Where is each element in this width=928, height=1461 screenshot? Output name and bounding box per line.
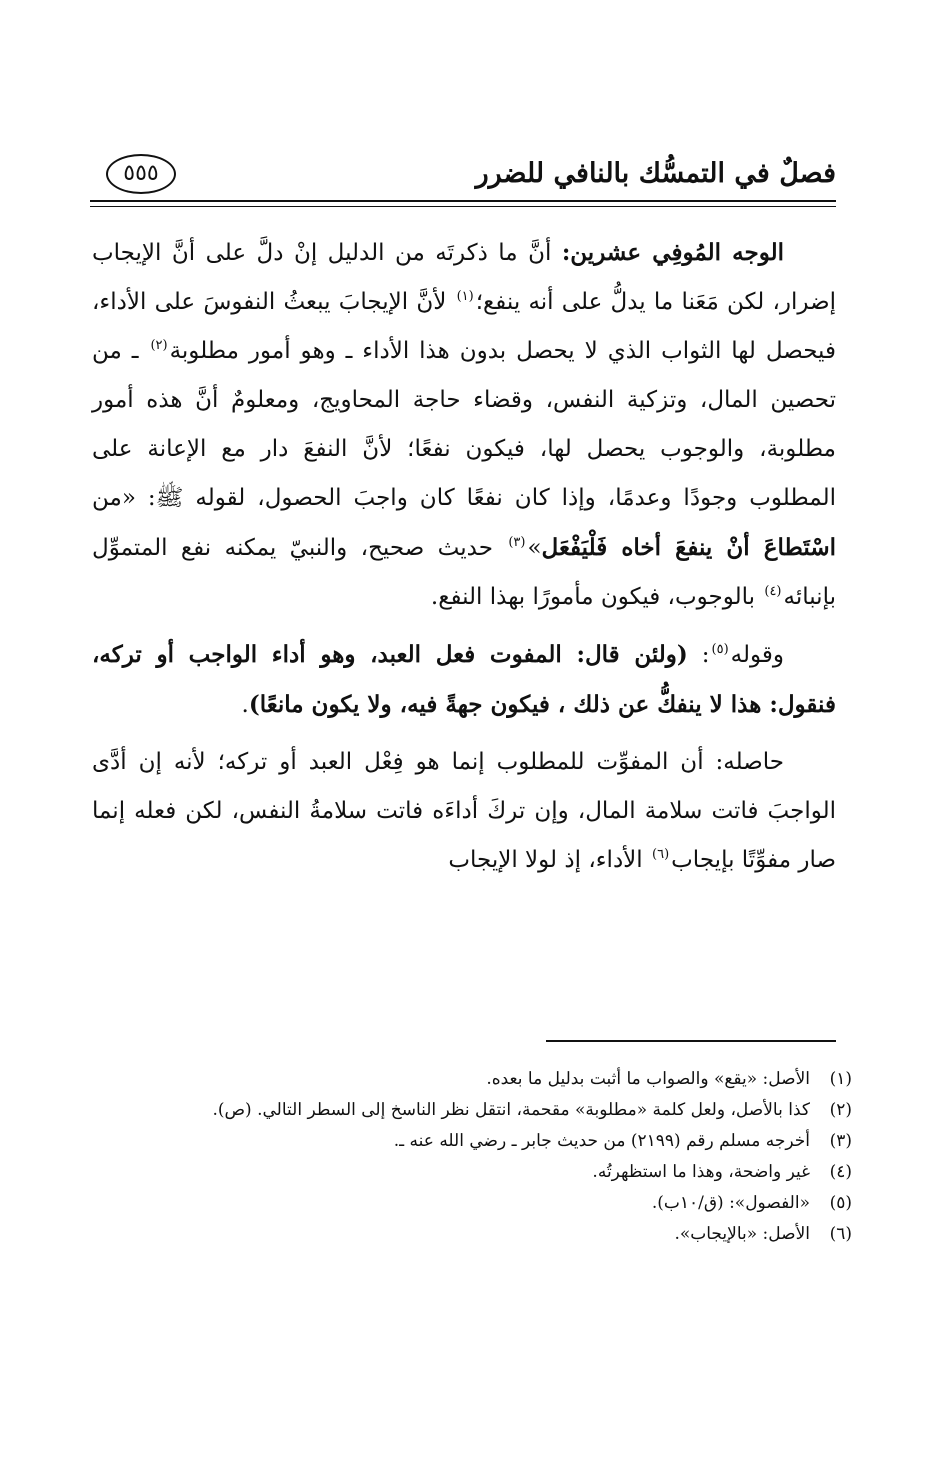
page-number: ٥٥٥: [106, 154, 176, 194]
paragraph: [92, 738, 836, 885]
footnote-number: (٦): [829, 1224, 852, 1244]
footnote-text: غير واضحة، وهذا ما استظهرتُه.: [592, 1162, 810, 1182]
footnote-item: [92, 1188, 852, 1219]
footnotes: [92, 1064, 852, 1250]
bold-text-run: الوجه المُوفِي عشرين:: [561, 239, 785, 266]
footnote-marker: (٦): [652, 847, 670, 863]
footnote-number: (٤): [829, 1162, 852, 1182]
text-run: حديث صحيح، والنبيّ يمكنه نفع المتموِّل بإنبائه: [92, 535, 836, 610]
footnote-text: «الفصول»: (ق/١٠ب).: [651, 1193, 810, 1213]
header-rule-thin: [90, 206, 836, 207]
text-run: .: [241, 692, 249, 718]
footnote-number: (٣): [829, 1131, 852, 1151]
footnote-marker: (١): [456, 289, 474, 305]
text-run: :: [687, 642, 710, 668]
footnote-item: [92, 1219, 852, 1250]
text-run: أنَّ ما ذكرتَه من الدليل إنْ دلَّ على أنَّ الإيجاب إضرار، لكن مَعَنا ما يدلُّ على أنه ينفع؛: [92, 240, 836, 315]
footnote-item: [92, 1157, 852, 1188]
footnote-number: (٢): [829, 1100, 852, 1120]
text-run: لأنَّ الإيجابَ يبعثُ النفوسَ على الأداء، فيحصل لها الثواب الذي لا يحصل بدون هذا الأداء ـ وهو أمور مطلوبة: [92, 289, 836, 364]
text-run: وقوله: [730, 642, 784, 668]
footnote-text: أخرجه مسلم رقم (٢١٩٩) من حديث جابر ـ رضي الله عنه ـ.: [393, 1131, 810, 1151]
paragraph: [92, 228, 836, 622]
text-run: »: [527, 535, 542, 561]
chapter-title: فصلٌ في التمسُّك بالنافي للضرر: [475, 158, 836, 189]
text-run: الأداء، إذ لولا الإيجاب: [448, 847, 651, 873]
footnote-marker: (٣): [508, 535, 526, 551]
footnote-marker: (٥): [711, 642, 729, 658]
footnote-number: (٥): [829, 1193, 852, 1213]
footnote-number: (١): [829, 1069, 852, 1089]
header-rule-thick: [90, 200, 836, 202]
running-header: [92, 150, 836, 200]
footnote-text: الأصل: «يقع» والصواب ما أثبت بدليل ما بعده.: [486, 1069, 810, 1089]
footnote-marker: (٢): [150, 338, 168, 354]
footnote-item: [92, 1095, 852, 1126]
footnote-text: كذا بالأصل، ولعل كلمة «مطلوبة» مقحمة، انتقل نظر الناسخ إلى السطر التالي. (ص).: [212, 1100, 810, 1120]
footnote-text: الأصل: «بالإيجاب».: [674, 1224, 810, 1244]
main-text: [92, 228, 836, 885]
footnote-separator: [546, 1040, 836, 1042]
footnote-marker: (٤): [764, 584, 782, 600]
paragraph: [92, 630, 836, 730]
bold-text-run: اسْتَطاعَ أنْ ينفعَ أخاه فَلْيَفْعَل: [541, 534, 836, 561]
footnote-item: [92, 1126, 852, 1157]
text-run: ـ من تحصين المال، وتزكية النفس، وقضاء حاجة المحاويج، ومعلومٌ أنَّ هذه أمور مطلوبة، والوجوب يحصل لها، فيكون نفعًا؛ لأنَّ النفعَ دار مع الإعانة على المطلوب وجودًا وعدمًا، وإذا كان نفعًا كان واجبَ الحصول، لقوله ﷺ: «من: [92, 338, 836, 511]
footnote-item: [92, 1064, 852, 1095]
bold-text-run: (ولئن قال: المفوت فعل العبد، وهو أداء الواجب أو تركه، فنقول: هذا لا ينفكُّ عن ذلك ، فيكون جهةً فيه، ولا يكون مانعًا): [92, 641, 836, 718]
text-run: حاصله: أن المفوِّت للمطلوب إنما هو فِعْل العبد أو تركه؛ لأنه إن أدَّى الواجبَ فاتت سلامة المال، وإن تركَ أداءَه فاتت سلامةُ النفس، لكن فعله إنما صار مفوِّتًا بإيجاب: [92, 749, 836, 873]
text-run: بالوجوب، فيكون مأمورًا بهذا النفع.: [430, 584, 763, 610]
